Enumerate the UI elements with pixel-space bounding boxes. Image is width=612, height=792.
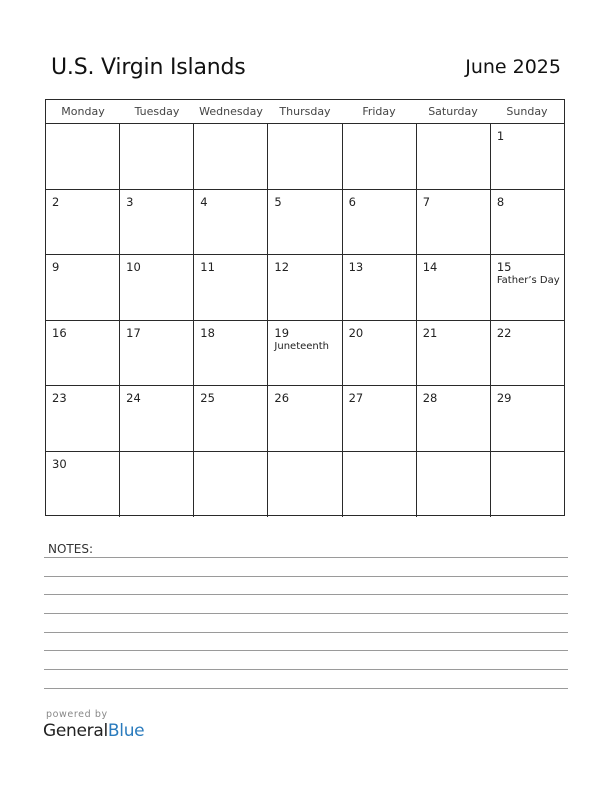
weekday-thursday: Thursday bbox=[279, 105, 331, 118]
day-cell bbox=[120, 452, 194, 518]
week-row bbox=[46, 321, 564, 387]
weekday-tuesday: Tuesday bbox=[134, 105, 180, 118]
week-row bbox=[46, 124, 564, 190]
day-cell bbox=[343, 386, 417, 451]
day-cell bbox=[46, 386, 120, 451]
notes-line bbox=[44, 650, 568, 651]
day-cell bbox=[268, 452, 342, 518]
day-cell bbox=[343, 124, 417, 189]
day-cell bbox=[120, 190, 194, 255]
day-cell bbox=[417, 190, 491, 255]
day-cell bbox=[194, 386, 268, 451]
day-cell bbox=[194, 124, 268, 189]
day-number: 29 bbox=[496, 391, 512, 405]
day-cell bbox=[120, 255, 194, 320]
day-number: 22 bbox=[496, 325, 512, 340]
day-cell bbox=[194, 321, 268, 386]
day-cell bbox=[46, 124, 120, 189]
weekday-monday: Monday bbox=[61, 105, 105, 118]
day-number: 28 bbox=[422, 391, 438, 405]
day-cell bbox=[343, 255, 417, 320]
day-cell bbox=[46, 321, 120, 386]
weeks-container bbox=[46, 124, 564, 517]
day-number: 11 bbox=[200, 260, 215, 274]
day-cell bbox=[491, 255, 564, 320]
day-number: 16 bbox=[52, 325, 67, 340]
day-number: 8 bbox=[496, 194, 505, 209]
notes-line bbox=[44, 594, 568, 595]
week-row bbox=[46, 452, 564, 518]
day-number: 27 bbox=[348, 391, 364, 405]
day-cell bbox=[268, 124, 342, 189]
day-cell bbox=[194, 190, 268, 255]
day-cell bbox=[417, 124, 491, 189]
day-cell bbox=[46, 255, 120, 320]
day-number: 18 bbox=[200, 325, 215, 340]
day-number: 1 bbox=[496, 129, 505, 143]
day-cell bbox=[491, 124, 564, 189]
day-cell bbox=[343, 321, 417, 386]
holiday-label: Father’s Day bbox=[496, 275, 560, 286]
day-number: 12 bbox=[274, 260, 290, 274]
generalblue-logo bbox=[43, 721, 144, 741]
day-number: 9 bbox=[52, 260, 60, 274]
powered-by-text: powered by bbox=[46, 709, 108, 720]
day-cell bbox=[491, 452, 564, 518]
day-cell bbox=[46, 190, 120, 255]
day-number: 26 bbox=[274, 391, 290, 405]
day-number: 2 bbox=[52, 194, 60, 209]
day-cell bbox=[120, 321, 194, 386]
notes-line bbox=[44, 669, 568, 670]
day-number: 5 bbox=[274, 194, 282, 209]
day-number: 14 bbox=[422, 260, 438, 274]
notes-line bbox=[44, 557, 568, 558]
day-cell bbox=[491, 386, 564, 451]
notes-line bbox=[44, 613, 568, 614]
day-cell bbox=[120, 124, 194, 189]
notes-line bbox=[44, 576, 568, 577]
day-number: 3 bbox=[126, 194, 134, 209]
day-number: 20 bbox=[348, 325, 364, 340]
notes-line bbox=[44, 688, 568, 689]
day-number: 17 bbox=[126, 325, 141, 340]
day-number: 13 bbox=[348, 260, 364, 274]
day-number: 10 bbox=[126, 260, 141, 274]
day-cell bbox=[120, 386, 194, 451]
day-number: 25 bbox=[200, 391, 215, 405]
day-cell bbox=[417, 386, 491, 451]
weekday-saturday: Saturday bbox=[428, 105, 478, 118]
day-number: 23 bbox=[52, 391, 67, 405]
day-cell bbox=[194, 452, 268, 518]
week-row bbox=[46, 386, 564, 452]
day-number: 15 bbox=[496, 260, 512, 274]
day-cell bbox=[268, 190, 342, 255]
weekday-friday: Friday bbox=[362, 105, 396, 118]
day-number: 6 bbox=[348, 194, 356, 209]
logo-general-text: General bbox=[43, 721, 108, 741]
day-cell bbox=[417, 452, 491, 518]
day-number: 21 bbox=[422, 325, 438, 340]
calendar-title: U.S. Virgin Islands bbox=[51, 55, 246, 80]
day-cell bbox=[194, 255, 268, 320]
day-cell bbox=[417, 255, 491, 320]
day-number: 4 bbox=[200, 194, 208, 209]
day-number: 30 bbox=[52, 456, 67, 471]
holiday-label: Juneteenth bbox=[274, 340, 330, 352]
day-number: 19 bbox=[274, 325, 290, 340]
day-cell bbox=[491, 321, 564, 386]
day-cell bbox=[268, 255, 342, 320]
week-row bbox=[46, 255, 564, 321]
day-cell bbox=[491, 190, 564, 255]
day-cell bbox=[417, 321, 491, 386]
calendar-month: June 2025 bbox=[465, 56, 561, 78]
weekday-sunday: Sunday bbox=[506, 105, 548, 118]
weekday-wednesday: Wednesday bbox=[199, 105, 263, 118]
notes-label: NOTES: bbox=[48, 542, 93, 556]
day-number: 24 bbox=[126, 391, 141, 405]
day-number: 7 bbox=[422, 194, 431, 209]
week-row bbox=[46, 190, 564, 256]
day-cell bbox=[46, 452, 120, 518]
weekday-header-row bbox=[46, 100, 564, 124]
calendar-grid bbox=[45, 99, 565, 516]
day-cell bbox=[268, 386, 342, 451]
day-cell bbox=[343, 452, 417, 518]
day-cell bbox=[268, 321, 342, 386]
logo-blue-text: Blue bbox=[107, 721, 145, 741]
notes-line bbox=[44, 632, 568, 633]
day-cell bbox=[343, 190, 417, 255]
